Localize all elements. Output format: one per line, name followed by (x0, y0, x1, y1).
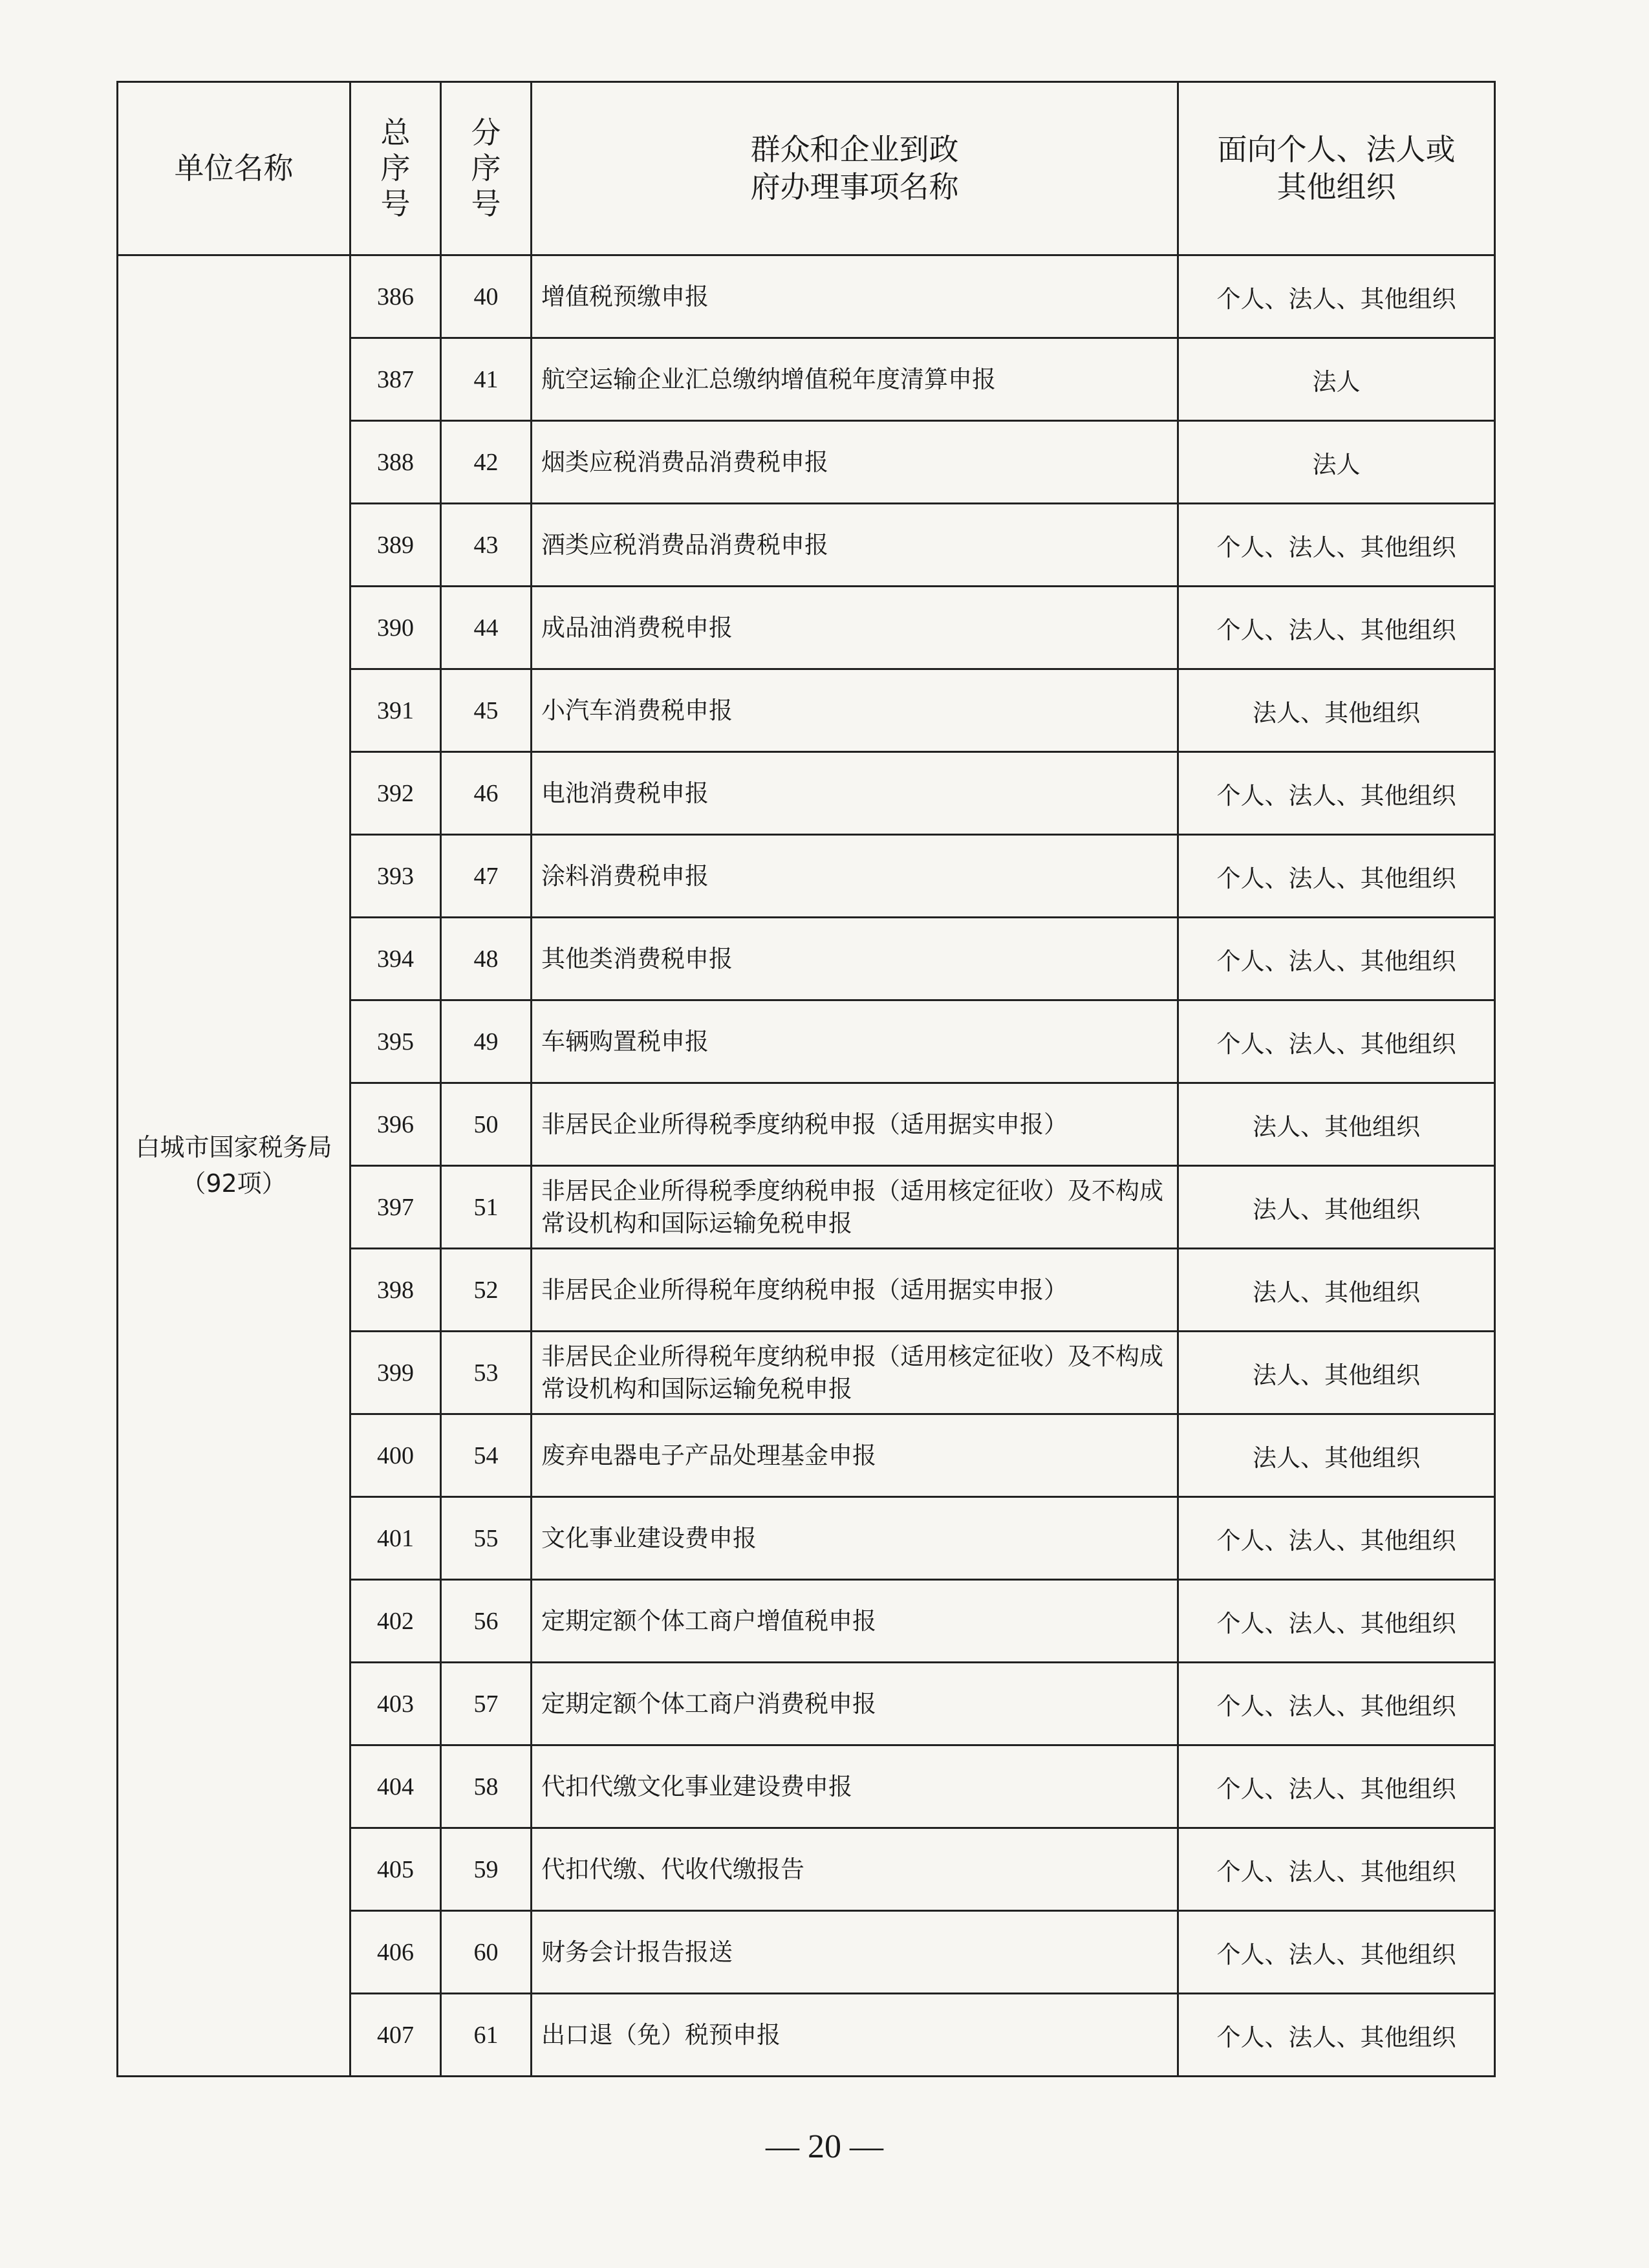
total-number-cell: 402 (350, 1580, 441, 1663)
total-number-cell: 386 (350, 255, 441, 338)
target-audience-cell: 法人、其他组织 (1178, 1166, 1495, 1249)
target-audience-cell: 个人、法人、其他组织 (1178, 1911, 1495, 1994)
target-audience-cell: 个人、法人、其他组织 (1178, 752, 1495, 835)
header-unit-name: 单位名称 (118, 82, 350, 255)
total-number-cell: 394 (350, 918, 441, 1000)
total-number-cell: 398 (350, 1249, 441, 1332)
target-audience-cell: 个人、法人、其他组织 (1178, 1580, 1495, 1663)
sub-number-cell: 48 (441, 918, 532, 1000)
page-number: — 20 — (766, 2128, 883, 2165)
item-name-cell: 出口退（免）税预申报 (532, 1994, 1178, 2077)
sub-number-cell: 53 (441, 1332, 532, 1414)
unit-name: 白城市国家税务局 (135, 1133, 332, 1162)
sub-number-cell: 49 (441, 1000, 532, 1083)
item-name-cell: 电池消费税申报 (532, 752, 1178, 835)
total-number-cell: 405 (350, 1828, 441, 1911)
sub-number-cell: 58 (441, 1745, 532, 1828)
target-audience-cell: 个人、法人、其他组织 (1178, 918, 1495, 1000)
target-audience-cell: 法人、其他组织 (1178, 1414, 1495, 1497)
sub-number-cell: 57 (441, 1663, 532, 1745)
target-audience-cell: 个人、法人、其他组织 (1178, 587, 1495, 669)
item-name-cell: 非居民企业所得税年度纳税申报（适用核定征收）及不构成常设机构和国际运输免税申报 (532, 1332, 1178, 1414)
total-number-cell: 389 (350, 504, 441, 587)
sub-number-cell: 54 (441, 1414, 532, 1497)
sub-number-cell: 41 (441, 338, 532, 421)
service-items-table (116, 81, 1496, 2077)
header-target-audience: 面向个人、法人或 其他组织 (1178, 82, 1495, 255)
header-sub-number: 分 序 号 (441, 82, 532, 255)
target-audience-cell: 个人、法人、其他组织 (1178, 1000, 1495, 1083)
target-audience-cell: 法人 (1178, 338, 1495, 421)
sub-number-cell: 50 (441, 1083, 532, 1166)
total-number-cell: 391 (350, 669, 441, 752)
total-number-cell: 390 (350, 587, 441, 669)
sub-number-cell: 47 (441, 835, 532, 918)
item-name-cell: 酒类应税消费品消费税申报 (532, 504, 1178, 587)
item-name-cell: 涂料消费税申报 (532, 835, 1178, 918)
target-audience-cell: 法人、其他组织 (1178, 669, 1495, 752)
sub-number-cell: 60 (441, 1911, 532, 1994)
target-audience-cell: 个人、法人、其他组织 (1178, 1663, 1495, 1745)
target-audience-cell: 个人、法人、其他组织 (1178, 1745, 1495, 1828)
item-name-cell: 废弃电器电子产品处理基金申报 (532, 1414, 1178, 1497)
target-audience-cell: 个人、法人、其他组织 (1178, 1497, 1495, 1580)
target-audience-cell: 个人、法人、其他组织 (1178, 1994, 1495, 2077)
target-audience-cell: 个人、法人、其他组织 (1178, 1828, 1495, 1911)
table-row (118, 255, 1495, 338)
unit-name-cell (118, 255, 350, 2077)
sub-number-cell: 55 (441, 1497, 532, 1580)
item-name-cell: 财务会计报告报送 (532, 1911, 1178, 1994)
total-number-cell: 395 (350, 1000, 441, 1083)
total-number-cell: 392 (350, 752, 441, 835)
total-number-cell: 396 (350, 1083, 441, 1166)
item-name-cell: 文化事业建设费申报 (532, 1497, 1178, 1580)
total-number-cell: 400 (350, 1414, 441, 1497)
total-number-cell: 407 (350, 1994, 441, 2077)
header-item-name: 群众和企业到政 府办理事项名称 (532, 82, 1178, 255)
target-audience-cell: 个人、法人、其他组织 (1178, 255, 1495, 338)
sub-number-cell: 43 (441, 504, 532, 587)
target-audience-cell: 个人、法人、其他组织 (1178, 835, 1495, 918)
table-body (118, 255, 1495, 2077)
sub-number-cell: 59 (441, 1828, 532, 1911)
total-number-cell: 406 (350, 1911, 441, 1994)
total-number-cell: 397 (350, 1166, 441, 1249)
sub-number-cell: 40 (441, 255, 532, 338)
item-name-cell: 代扣代缴文化事业建设费申报 (532, 1745, 1178, 1828)
item-name-cell: 航空运输企业汇总缴纳增值税年度清算申报 (532, 338, 1178, 421)
target-audience-cell: 法人 (1178, 421, 1495, 504)
item-name-cell: 非居民企业所得税年度纳税申报（适用据实申报） (532, 1249, 1178, 1332)
total-number-cell: 393 (350, 835, 441, 918)
sub-number-cell: 46 (441, 752, 532, 835)
total-number-cell: 388 (350, 421, 441, 504)
sub-number-cell: 45 (441, 669, 532, 752)
item-name-cell: 定期定额个体工商户增值税申报 (532, 1580, 1178, 1663)
sub-number-cell: 51 (441, 1166, 532, 1249)
item-name-cell: 小汽车消费税申报 (532, 669, 1178, 752)
item-name-cell: 成品油消费税申报 (532, 587, 1178, 669)
total-number-cell: 401 (350, 1497, 441, 1580)
item-name-cell: 其他类消费税申报 (532, 918, 1178, 1000)
item-name-cell: 代扣代缴、代收代缴报告 (532, 1828, 1178, 1911)
sub-number-cell: 61 (441, 1994, 532, 2077)
sub-number-cell: 52 (441, 1249, 532, 1332)
unit-item-count: （92项） (181, 1169, 286, 1198)
item-name-cell: 车辆购置税申报 (532, 1000, 1178, 1083)
item-name-cell: 增值税预缴申报 (532, 255, 1178, 338)
item-name-cell: 定期定额个体工商户消费税申报 (532, 1663, 1178, 1745)
total-number-cell: 399 (350, 1332, 441, 1414)
target-audience-cell: 法人、其他组织 (1178, 1249, 1495, 1332)
target-audience-cell: 个人、法人、其他组织 (1178, 504, 1495, 587)
total-number-cell: 404 (350, 1745, 441, 1828)
total-number-cell: 387 (350, 338, 441, 421)
total-number-cell: 403 (350, 1663, 441, 1745)
header-total-number: 总 序 号 (350, 82, 441, 255)
item-name-cell: 非居民企业所得税季度纳税申报（适用核定征收）及不构成常设机构和国际运输免税申报 (532, 1166, 1178, 1249)
item-name-cell: 烟类应税消费品消费税申报 (532, 421, 1178, 504)
sub-number-cell: 44 (441, 587, 532, 669)
target-audience-cell: 法人、其他组织 (1178, 1083, 1495, 1166)
item-name-cell: 非居民企业所得税季度纳税申报（适用据实申报） (532, 1083, 1178, 1166)
target-audience-cell: 法人、其他组织 (1178, 1332, 1495, 1414)
sub-number-cell: 42 (441, 421, 532, 504)
sub-number-cell: 56 (441, 1580, 532, 1663)
table-header-row (118, 82, 1495, 255)
